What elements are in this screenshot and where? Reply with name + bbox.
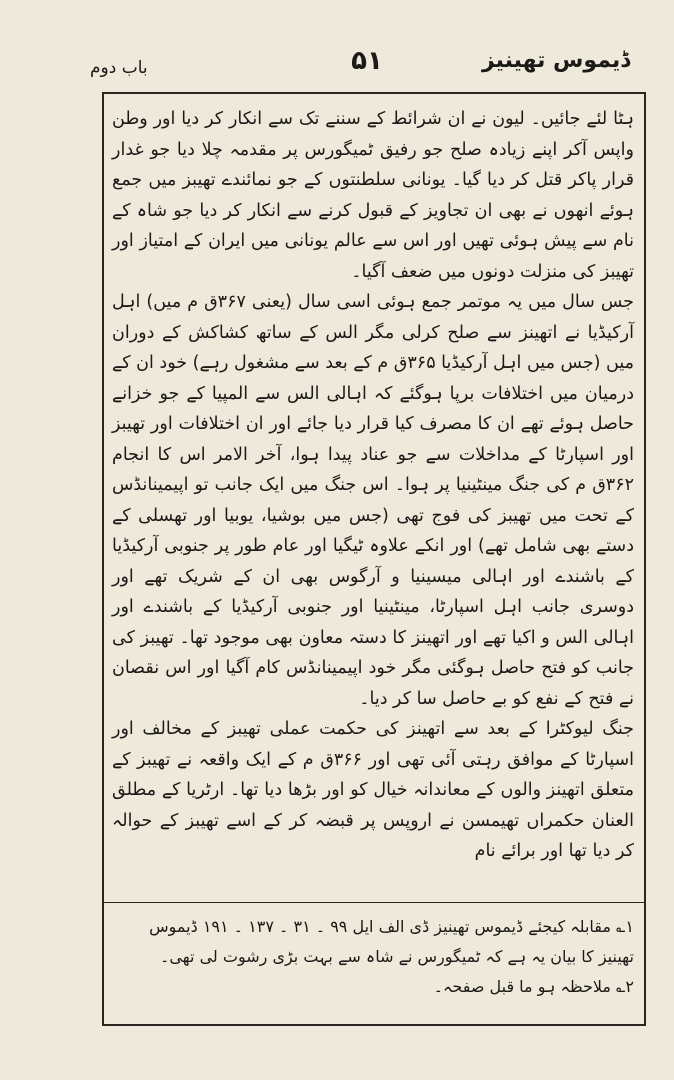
footnote: ۱؎ مقابلہ کیجئے ڈیموس تھینیز ڈی الف ایل ۹۹ ۔ ۳۱ ۔ ۱۳۷ ۔ ۱۹۱ ڈیموس تھینیز کا بیان یہ ہے کہ ٹمیگورس نے شاہ سے بہت بڑی رشوت لی تھی۔ — [149, 917, 634, 966]
footnotes — [112, 912, 634, 1002]
footnote: ۲؎ ملاحظہ ہو ما قبل صفحہ۔ — [433, 977, 634, 996]
paragraph: ہٹا لئے جائیں۔ لیون نے ان شرائط کے سننے تک سے انکار کر دیا اور وطن واپس آکر اپنے زیادہ صلح جو رفیق ٹمیگورس پر مقدمہ چلا دیا جو غدار قرار پاکر قتل کر دیا گیا۔ یونانی سلطنتوں کے جو نمائندے تھیبز میں جمع ہوئے انھوں نے بھی ان تجاویز کے قبول کرنے سے انکار کر دیا جو شاہ کے نام سے پیش ہوئی تھیں اور اس سے عالم یونانی میں ایران کے امتیاز اور تھیبز کی منزلت دونوں میں ضعف آگیا۔ — [112, 109, 634, 282]
chapter-label: باب دوم — [90, 58, 148, 78]
paragraph: جنگ لیوکٹرا کے بعد سے اتھینز کی حکمت عملی تھیبز کے مخالف اور اسپارٹا کے موافق رہتی آئی تھی اور ۳۶۶ق م کے ایک واقعہ نے تھیبز کے متعلق اتھینز والوں کے معاندانہ خیال کو اور بڑھا دیا تھا۔ ارٹریا کے مطلق العنان حکمراں تھیمسن نے اروپس پر قبضہ کر کے اسے تھیبز کے حوالہ کر دیا تھا اور برائے نام — [112, 719, 635, 861]
running-title: ڈیموس تھینیز — [481, 48, 630, 73]
body-text — [112, 104, 634, 867]
page-header — [90, 40, 644, 80]
page-number: ۵۱ — [351, 46, 383, 76]
paragraph: جس سال میں یہ موتمر جمع ہوئی اسی سال (یعنی ۳۶۷ق م میں) اہل آرکیڈیا نے اتھینز سے صلح کرلی مگر الس کے ساتھ کشاکش کے دوران میں (جس میں اہل آرکیڈیا ۳۶۵ق م کے بعد سے مشغول رہے) خود ان کے درمیان میں اختلافات برپا ہوگئے کہ اہالی الس سے المپیا کے جو خزانے حاصل ہوئے تھے ان کا مصرف کیا قرار دیا جائے اور ان اختلافات اور تھیبز اور اسپارٹا کے مداخلات سے جو عناد پیدا ہوا، آخر الامر اس کا انجام ۳۶۲ق م کی جنگ مینٹینیا پر ہوا۔ اس جنگ میں ایک جانب تو اپیمینانڈس کے تحت میں تھیبز کی فوج تھی (جس میں بوشیا، یوبیا اور تھسلی کے دستے بھی شامل تھے) اور انکے علاوہ ٹیگیا اور عام طور پر جنوبی آرکیڈیا کے باشندے اور اہالی میسینیا و آرگوس بھی ان کے شریک تھے اور دوسری جانب اہل اسپارٹا، مینٹینیا اور جنوبی آرکیڈیا کے باشندے اور اہالی الس و اکیا تھے اور اتھینز کا دستہ معاون بھی موجود تھا۔ تھیبز کی جانب کو فتح حاصل ہوگئی مگر خود اپیمینانڈس کام آگیا اور اس نقصان نے فتح کے نفع کو بے حاصل سا کر دیا۔ — [111, 292, 634, 709]
footnote-divider — [104, 902, 644, 903]
